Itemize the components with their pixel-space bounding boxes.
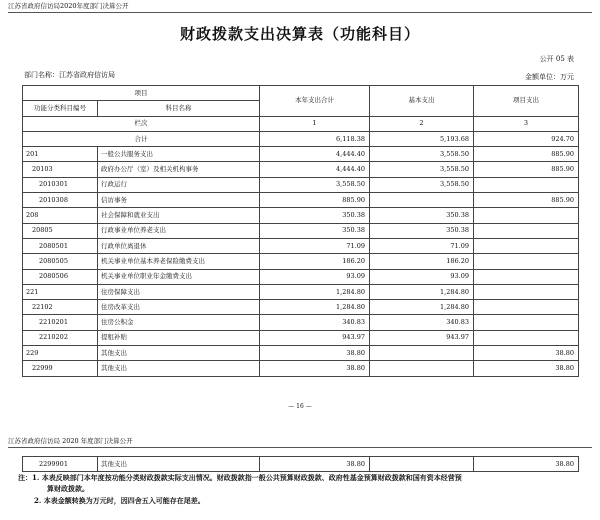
table-row [23,223,579,238]
table-number: 公开 05 表 [539,55,574,63]
row-project: 885.90 [474,162,579,177]
table-header-row [23,86,579,101]
row-code: 20103 [23,162,98,177]
row-basic: 1,284.80 [370,300,474,315]
row-basic: 340.83 [370,315,474,330]
row-code: 2210201 [23,315,98,330]
row-total: 38.80 [260,346,370,361]
row-code: 2210202 [23,330,98,345]
row-name: 社会保障和就业支出 [98,208,260,223]
row-name: 行政单位离退休 [98,238,260,253]
table-row [23,269,579,284]
row-name: 住房改革支出 [98,300,260,315]
table-row [23,300,579,315]
row-name: 机关事业单位基本养老保险缴费支出 [98,254,260,269]
row-project [474,300,579,315]
row-name: 信访事务 [98,193,260,208]
total-basic: 5,193.68 [370,131,474,146]
row-basic: 943.97 [370,330,474,345]
row-total: 1,284.80 [260,284,370,299]
row-total: 186.20 [260,254,370,269]
row-project: 38.80 [474,457,579,472]
row-basic [370,457,474,472]
table-row [23,208,579,223]
serial-3: 3 [474,116,579,131]
row-basic: 350.38 [370,223,474,238]
table-row [23,177,579,192]
row-name: 提租补贴 [98,330,260,345]
row-code: 22102 [23,300,98,315]
row-name: 机关事业单位职业年金缴费支出 [98,269,260,284]
note-line-1: 注：1. 本表反映部门本年度按功能分类财政拨款实际支出情况。财政拨款指一般公共预算财政拨款、政府性基金预算财政拨款和国有资本经营预 [18,473,462,482]
row-code: 2010308 [23,193,98,208]
row-code: 20805 [23,223,98,238]
row-code: 2080501 [23,238,98,253]
row-basic: 1,284.80 [370,284,474,299]
header-item: 项目 [23,86,260,101]
row-total: 885.90 [260,193,370,208]
row-project: 885.90 [474,193,579,208]
row-code: 229 [23,346,98,361]
serial-row [23,116,579,131]
row-code: 2080506 [23,269,98,284]
row-project: 885.90 [474,147,579,162]
note-line-1b: 算财政拨款。 [47,484,89,493]
row-project [474,315,579,330]
table-row [23,315,579,330]
table-row [23,361,579,376]
row-basic: 3,558.50 [370,147,474,162]
table-row [23,457,579,472]
table-row [23,193,579,208]
row-project [474,330,579,345]
row-project [474,284,579,299]
row-project: 38.80 [474,361,579,376]
row-project [474,177,579,192]
total-amount: 6,118.38 [260,131,370,146]
row-basic: 71.09 [370,238,474,253]
row-project [474,208,579,223]
header-project: 项目支出 [474,86,579,117]
serial-label: 栏次 [23,116,260,131]
expenditure-table-continued [22,456,579,472]
row-basic [370,361,474,376]
row-total: 943.97 [260,330,370,345]
row-code: 201 [23,147,98,162]
row-basic: 3,558.50 [370,177,474,192]
row-total: 4,444.40 [260,147,370,162]
header-total: 本年支出合计 [260,86,370,117]
total-label: 合计 [23,131,260,146]
table-row [23,284,579,299]
row-project: 38.80 [474,346,579,361]
header-name: 科目名称 [98,101,260,116]
row-total: 350.38 [260,208,370,223]
page-header-text: 江苏省政府信访局2020年度部门决算公开 [8,2,129,10]
amount-unit: 金额单位：万元 [525,73,574,81]
row-code: 2010301 [23,177,98,192]
row-project [474,269,579,284]
row-total: 350.38 [260,223,370,238]
header-divider [8,12,592,13]
row-total: 1,284.80 [260,300,370,315]
row-total: 71.09 [260,238,370,253]
total-project: 924.70 [474,131,579,146]
total-row [23,131,579,146]
serial-1: 1 [260,116,370,131]
table-row [23,330,579,345]
row-code: 208 [23,208,98,223]
department-name: 部门名称：江苏省政府信访局 [24,71,115,79]
row-basic: 3,558.50 [370,162,474,177]
row-project [474,223,579,238]
row-name: 住房公积金 [98,315,260,330]
table-row [23,254,579,269]
row-name: 住房保障支出 [98,284,260,299]
header-code: 功能分类科目编号 [23,101,98,116]
table-row [23,147,579,162]
row-name: 行政运行 [98,177,260,192]
page-title: 财政拨款支出决算表（功能科目） [179,25,420,43]
row-name: 其他支出 [98,457,260,472]
row-name: 政府办公厅（室）及相关机构事务 [98,162,260,177]
row-total: 4,444.40 [260,162,370,177]
expenditure-table [22,85,579,377]
row-name: 其他支出 [98,346,260,361]
row-basic: 93.09 [370,269,474,284]
row-project [474,238,579,253]
page-number: — 16 — [288,403,312,410]
row-code: 2080505 [23,254,98,269]
row-total: 38.80 [260,361,370,376]
page-header-text-2: 江苏省政府信访局 2020 年度部门决算公开 [8,437,133,445]
row-basic: 350.38 [370,208,474,223]
row-basic: 186.20 [370,254,474,269]
row-code: 2299901 [23,457,98,472]
table-row [23,162,579,177]
row-basic [370,346,474,361]
row-code: 221 [23,284,98,299]
row-total: 3,558.50 [260,177,370,192]
table-row [23,346,579,361]
row-basic [370,193,474,208]
header-basic: 基本支出 [370,86,474,117]
row-total: 93.09 [260,269,370,284]
row-total: 38.80 [260,457,370,472]
table-row [23,238,579,253]
note-line-2: 2. 本表金额转换为万元时，因四舍五入可能存在尾差。 [34,496,205,505]
row-name: 行政事业单位养老支出 [98,223,260,238]
header-divider-2 [8,447,592,448]
serial-2: 2 [370,116,474,131]
row-code: 22999 [23,361,98,376]
row-name: 一般公共服务支出 [98,147,260,162]
row-total: 340.83 [260,315,370,330]
row-name: 其他支出 [98,361,260,376]
row-project [474,254,579,269]
